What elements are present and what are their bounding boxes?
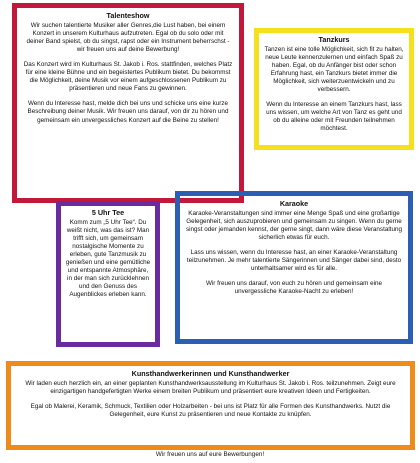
talentshow-title: Talenteshow — [106, 11, 150, 20]
talentshow-paragraph-2: Das Konzert wird im Kulturhaus St. Jakob i. Ros. stattfinden, welches Platz für eine kleine Bühne und ein begeistertes Publikum bietet. Du bekommst die Möglichkeit, deine Musik vor einem aufgeschlossenen Publikum zu präsentieren und neue Fans zu gewinnen. — [23, 60, 233, 93]
karaoke-paragraph-3: Wir freuen uns darauf, von euch zu hören und gemeinsam eine unvergessliche Karaoke-Nacht zu erleben! — [205, 280, 383, 296]
kunsthandwerk-paragraph-2: Egal ob Malerei, Keramik, Schmuck, Textilien oder Holzarbeiten - bei uns ist Platz für alle Formen des Kunsthandwerks. Nutzt die Gelegenheit, eure Kunst zu präsentieren und neue Kontakte zu knüpfen. — [30, 402, 391, 418]
karaoke-title: Karaoke — [279, 199, 309, 208]
tanzkurs-title: Tanzkurs — [318, 35, 350, 44]
talentshow-paragraph-1: Wir suchen talentierte Musiker aller Genres,die Lust haben, bei einem Konzert in unserem Kulturhaus aufzutreten. Egal ob du solo oder mit deiner Band spielst, ob du singst, rapst oder ein Instrument beherrschst - wir freuen uns auf deine Bewerbung! — [26, 21, 230, 53]
talentshow-box — [12, 3, 244, 203]
kunsthandwerk-box — [6, 361, 415, 450]
tanzkurs-paragraph-1: Tanzen ist eine tolle Möglichkeit, sich fit zu halten, neue Leute kennenzulernen und einfach Spaß zu haben. Egal, ob du Anfänger bist oder schon Erfahrung hast, ein Tanzkurs bietet immer die Möglichkeit, sich weiterzuentwickeln und zu verbessern. — [264, 45, 404, 94]
tanzkurs-box — [254, 28, 414, 150]
kunsthandwerk-title: Kunsthandwerkerinnen und Kunsthandwerker — [131, 369, 290, 378]
karaoke-paragraph-1: Karaoke-Veranstaltungen sind immer eine Menge Spaß und eine großartige Gelegenheit, sich auszuprobieren und gemeinsam zu singen. Wenn du gerne singst oder jemanden kennst, der gerne singt, dann wäre diese Veranstaltung sicherlich etwas für euch. — [186, 209, 402, 241]
tanzkurs-paragraph-2: Wenn du Interesse an einem Tanzkurs hast, lass uns wissen, um welche Art von Tanz es geht und ob du alleine oder mit Freunden teilnehmen möchtest. — [266, 101, 402, 133]
fuenf-uhr-tee-title: 5 Uhr Tee — [91, 208, 125, 217]
fuenf-uhr-tee-paragraph: Komm zum „5 Uhr Tee“. Du weißt nicht, was das ist? Man trifft sich, um gemeinsam nostalgische Momente zu erleben, gute Tanzmusik zu genießen und eine gemütliche und entspannte Atmosphäre, in der man sich zurücklehnen und den Genuss des Augenblickes erleben kann. — [65, 218, 151, 299]
talentshow-paragraph-3: Wenn du Interesse hast, melde dich bei uns und schicke uns eine kurze Beschreibung deiner Musik. Wir freuen uns darauf, von dir zu hören und gemeinsam ein unvergessliches Konzert auf die Beine zu stellen! — [27, 100, 229, 124]
karaoke-box — [175, 191, 413, 344]
karaoke-paragraph-2: Lass uns wissen, wenn du Interesse hast, an einer Karaoke-Veranstaltung teilzunehmen. Je mehr talentierte Sängerinnen und Sänger dabei sind, desto unterhaltsamer wird es für alle. — [186, 248, 402, 273]
fuenf-uhr-tee-box — [56, 201, 160, 347]
footer-text: Wir freuen uns auf eure Bewerbungen! — [155, 451, 265, 458]
kunsthandwerk-paragraph-1: Wir laden euch herzlich ein, an einer geplanten Kunsthandwerksausstellung im Kulturhaus St. Jakob i. Ros. teilzunehmen. Zeigt eure einzigartigen handgefertigten Werke einem breiten Publikum und präsentiert eure kreativen Ideen und Fertigkeiten. — [25, 379, 396, 395]
